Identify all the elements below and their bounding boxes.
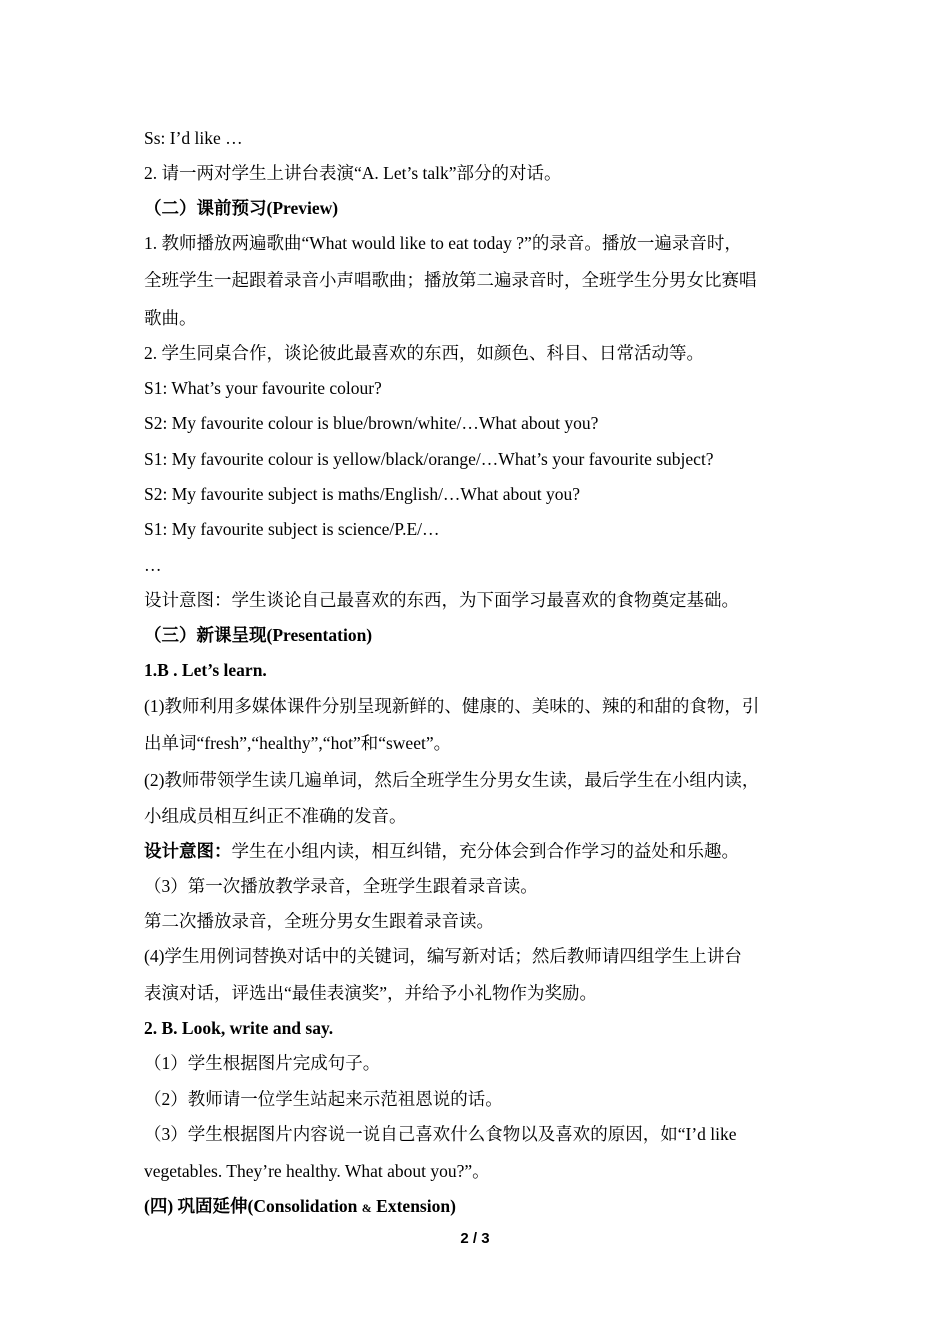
text-line: 第二次播放录音，全班分男女生跟着录音读。 [144,911,494,931]
text-line: （1）学生根据图片完成句子。 [144,1053,381,1073]
text-line: （2）教师请一位学生站起来示范祖恩说的话。 [144,1089,503,1109]
text-line: （3）第一次播放教学录音，全班学生跟着录音读。 [144,876,538,896]
page-number: 2 / 3 [460,1230,490,1247]
design-intent-label: 设计意图： [144,841,232,861]
dialogue-line: S1: My favourite subject is science/P.E/… [144,519,440,539]
text-line: （3）学生根据图片内容说一说自己喜欢什么食物以及喜欢的原因，如“I’d like [144,1124,737,1144]
text-line: 歌曲。 [144,308,197,328]
text-line: 2. 学生同桌合作，谈论彼此最喜欢的东西，如颜色、科目、日常活动等。 [144,343,704,363]
text-line: 全班学生一起跟着录音小声唱歌曲；播放第二遍录音时，全班学生分男女比赛唱 [144,270,757,290]
text-line: Ss: I’d like … [144,128,243,148]
ampersand: & [361,1201,372,1215]
design-intent-line: 设计意图：学生谈论自己最喜欢的东西，为下面学习最喜欢的食物奠定基础。 [144,590,739,610]
section-heading: （二）课前预习(Preview) [144,198,339,218]
dialogue-line: S1: What’s your favourite colour? [144,378,382,398]
dialogue-line: S2: My favourite colour is blue/brown/white/…What about you? [144,413,599,433]
text-line: (2)教师带领学生读几遍单词，然后全班学生分男女生读，最后学生在小组内读， [144,770,760,790]
heading-text: (四) 巩固延伸(Consolidation [144,1196,362,1216]
text-line: 2. 请一两对学生上讲台表演“A. Let’s talk”部分的对话。 [144,163,562,183]
subsection-heading: 2. B. Look, write and say. [144,1018,334,1038]
design-intent-text: 学生在小组内读，相互纠错，充分体会到合作学习的益处和乐趣。 [231,841,739,861]
dialogue-line: S1: My favourite colour is yellow/black/orange/…What’s your favourite subject? [144,449,714,469]
text-line: vegetables. They’re healthy. What about you?”。 [144,1161,490,1181]
text-line: (1)教师利用多媒体课件分别呈现新鲜的、健康的、美味的、辣的和甜的食物，引 [144,696,760,716]
ellipsis-line: … [144,555,162,575]
text-line: (4)学生用例词替换对话中的关键词，编写新对话；然后教师请四组学生上讲台 [144,946,742,966]
text-line: 小组成员相互纠正不准确的发音。 [144,806,407,826]
text-line: 表演对话，评选出“最佳表演奖”，并给予小礼物作为奖励。 [144,983,598,1003]
heading-text-end: Extension) [371,1196,456,1216]
subsection-heading: 1.B . Let’s learn. [144,660,267,680]
section-heading [144,1196,456,1218]
dialogue-line: S2: My favourite subject is maths/English/…What about you? [144,484,580,504]
section-heading: （三）新课呈现(Presentation) [144,625,373,645]
text-line: 出单词“fresh”,“healthy”,“hot”和“sweet”。 [144,733,452,753]
text-line: 1. 教师播放两遍歌曲“What would like to eat today ?”的录音。播放一遍录音时， [144,233,742,253]
design-intent-line [144,841,739,861]
